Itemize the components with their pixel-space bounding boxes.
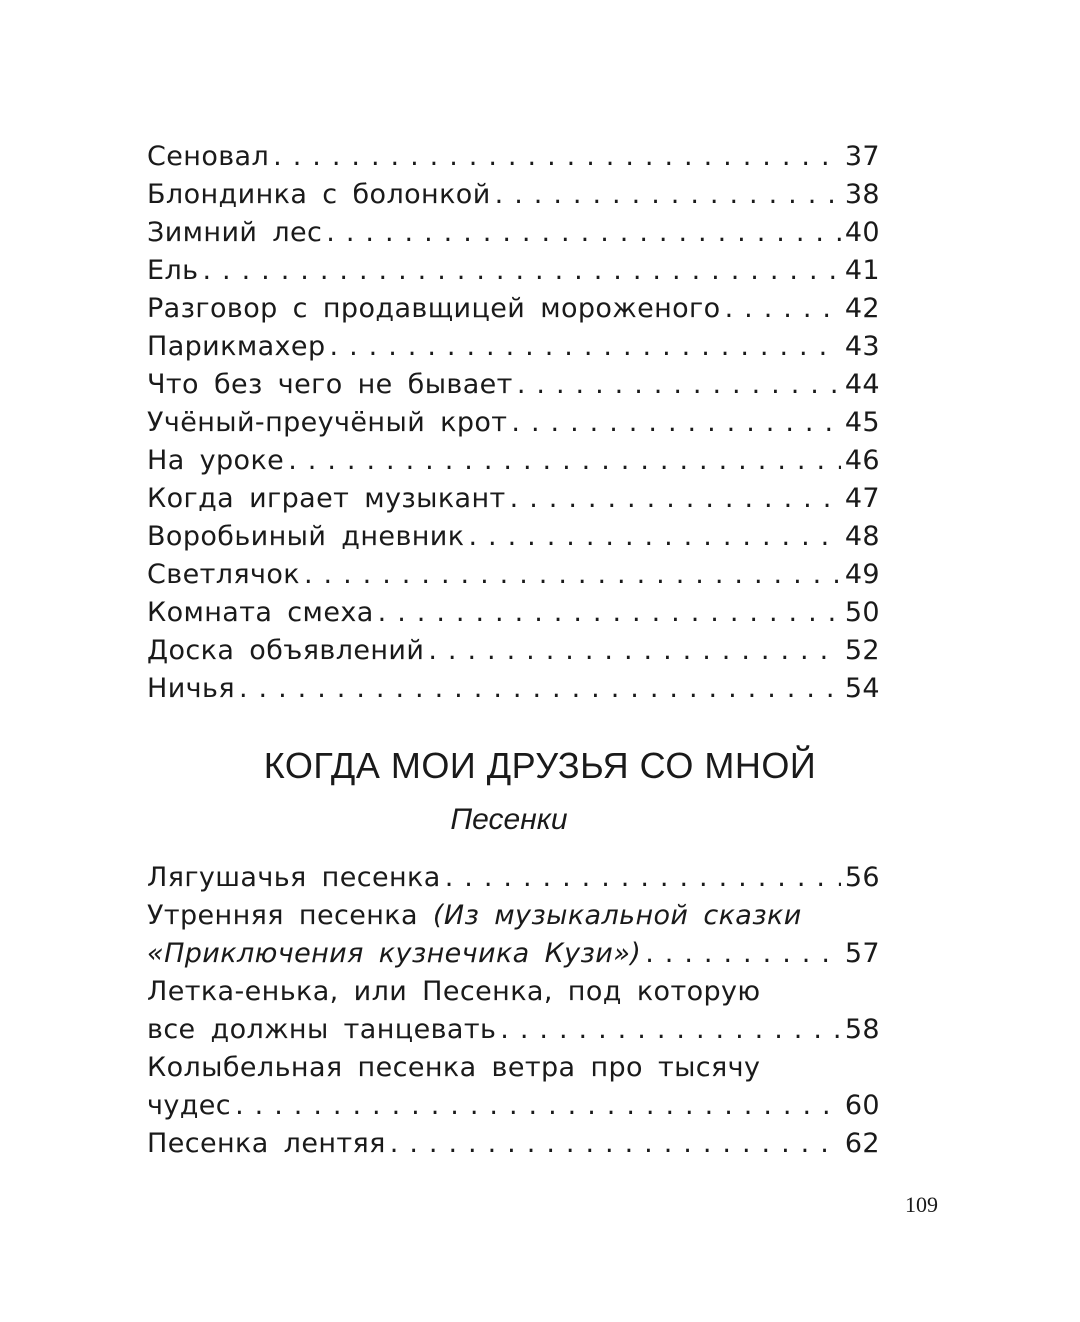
toc-entry-page: 41 — [844, 255, 880, 286]
toc-entry-page: 49 — [844, 559, 880, 590]
toc-entry — [147, 442, 880, 480]
dot-leader — [330, 328, 841, 366]
toc-entry — [147, 670, 880, 708]
toc-entry-title: Блондинка с болонкой — [147, 179, 491, 210]
dot-leader — [288, 442, 841, 480]
toc-entry-page: 58 — [844, 1014, 880, 1045]
toc-entry-note: (Из музыкальной сказки — [432, 900, 802, 931]
toc-entry-title: Разговор с продавщицей мороженого — [147, 293, 721, 324]
toc-entry-title: Учёный-преучёный крот — [147, 407, 508, 438]
toc-entry — [147, 290, 880, 328]
page-number: 109 — [905, 1192, 938, 1217]
dot-leader — [428, 632, 841, 670]
toc-entry-title: чудес — [147, 1090, 232, 1121]
dot-leader — [390, 1125, 841, 1163]
toc-entry-page: 40 — [844, 217, 880, 248]
toc-entry-title: Что без чего не бывает — [147, 369, 513, 400]
dot-leader — [468, 518, 840, 556]
dot-leader — [378, 594, 841, 632]
dot-leader — [510, 480, 841, 518]
toc-entry — [147, 176, 880, 214]
toc-entry-title: Сеновал — [147, 141, 270, 172]
toc-entry-page: 43 — [844, 331, 880, 362]
dot-leader — [511, 404, 840, 442]
toc-entry — [147, 214, 880, 252]
dot-leader — [445, 859, 841, 897]
dot-leader — [326, 214, 841, 252]
toc-entry — [147, 632, 880, 670]
toc-entry-page: 62 — [844, 1128, 880, 1159]
toc-entry-title: Когда играет музыкант — [147, 483, 506, 514]
section-heading: КОГДА МОИ ДРУЗЬЯ СО МНОЙ — [263, 745, 817, 786]
toc-entry-title: Парикмахер — [147, 331, 326, 362]
dot-leader — [304, 556, 841, 594]
toc-entry — [147, 252, 880, 290]
dot-leader — [645, 935, 841, 973]
toc-entry-title: Ничья — [147, 673, 235, 704]
toc-entry — [147, 1125, 880, 1163]
dot-leader — [235, 1087, 841, 1125]
table-of-contents-top — [147, 138, 880, 708]
toc-entry-page: 42 — [844, 293, 880, 324]
toc-entry-title: Светлячок — [147, 559, 300, 590]
toc-entry-line — [147, 897, 880, 935]
dot-leader — [500, 1011, 841, 1049]
toc-entry-title: Зимний лес — [147, 217, 323, 248]
toc-entry-page: 47 — [844, 483, 880, 514]
section-subheading: Песенки — [450, 803, 568, 836]
toc-entry — [147, 594, 880, 632]
toc-entry-page: 48 — [844, 521, 880, 552]
toc-entry-title: Песенка лентяя — [147, 1128, 386, 1159]
toc-entry-title: Комната смеха — [147, 597, 374, 628]
toc-entry — [147, 366, 880, 404]
toc-entry-title: Лягушачья песенка — [147, 862, 441, 893]
toc-entry-page: 56 — [844, 862, 880, 893]
toc-entry-page: 54 — [844, 673, 880, 704]
toc-entry-title: Доска объявлений — [147, 635, 425, 666]
toc-entry-page: 60 — [844, 1090, 880, 1121]
toc-entry-title: Воробьиный дневник — [147, 521, 465, 552]
toc-entry-page: 46 — [844, 445, 880, 476]
toc-entry — [147, 518, 880, 556]
toc-entry-page: 57 — [844, 938, 880, 969]
toc-entry-page: 37 — [844, 141, 880, 172]
toc-entry — [147, 935, 880, 973]
toc-entry-page: 38 — [844, 179, 880, 210]
toc-entry-title: все должны танцевать — [147, 1014, 497, 1045]
dot-leader — [517, 366, 841, 404]
toc-entry — [147, 480, 880, 518]
table-of-contents-songs — [147, 859, 880, 1163]
dot-leader — [239, 670, 841, 708]
dot-leader — [202, 252, 840, 290]
dot-leader — [273, 138, 841, 176]
toc-entry-page: 44 — [844, 369, 880, 400]
toc-entry-title: Колыбельная песенка ветра про тысячу — [147, 1052, 761, 1083]
toc-entry-title: Летка-енька, или Песенка, под которую — [147, 976, 761, 1007]
toc-entry — [147, 556, 880, 594]
toc-entry — [147, 404, 880, 442]
toc-entry-title: На уроке — [147, 445, 285, 476]
toc-entry — [147, 1011, 880, 1049]
toc-entry-page: 45 — [844, 407, 880, 438]
toc-entry-line — [147, 1049, 880, 1087]
toc-entry-title: Утренняя песенка — [147, 900, 418, 931]
toc-entry-page: 50 — [844, 597, 880, 628]
dot-leader — [725, 290, 841, 328]
toc-entry-line — [147, 973, 880, 1011]
dot-leader — [495, 176, 841, 214]
toc-entry — [147, 859, 880, 897]
toc-entry-page: 52 — [844, 635, 880, 666]
toc-entry — [147, 1087, 880, 1125]
toc-entry — [147, 138, 880, 176]
toc-entry-note: «Приключения кузнечика Кузи») — [147, 938, 642, 969]
toc-entry-title: Ель — [147, 255, 199, 286]
toc-entry — [147, 328, 880, 366]
